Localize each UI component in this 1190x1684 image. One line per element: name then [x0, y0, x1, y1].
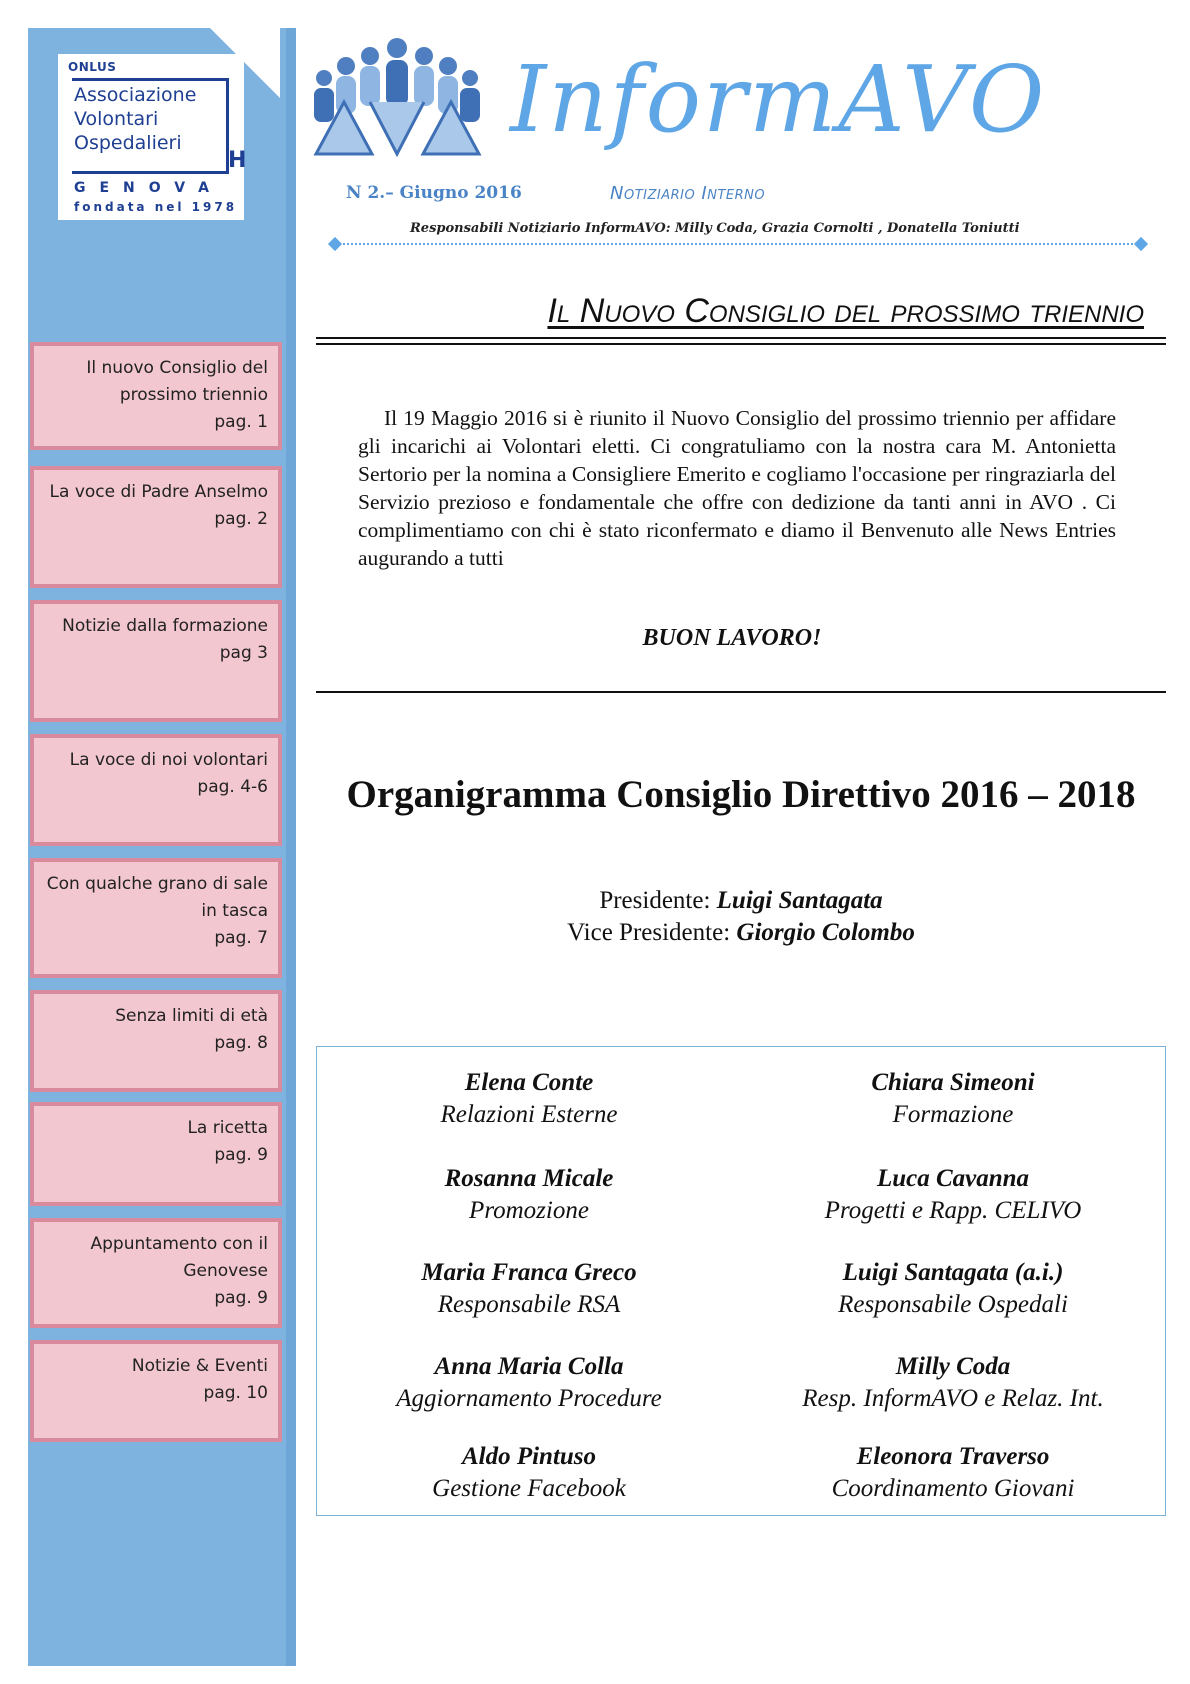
member-name: Anna Maria Colla	[434, 1353, 624, 1380]
issue-tagline: Notiziario Interno	[610, 183, 766, 204]
member-name: Eleonora Traverso	[856, 1443, 1050, 1470]
title-double-rule	[316, 337, 1166, 345]
article-closing: BUON LAVORO!	[642, 625, 822, 651]
toc-item[interactable]	[30, 600, 282, 722]
toc-item-title: Senza limiti di età	[115, 1006, 268, 1026]
toc-item[interactable]	[30, 342, 282, 450]
member-role: Gestione Facebook	[432, 1475, 626, 1502]
toc-item-title: La ricetta	[187, 1118, 268, 1138]
toc-item-title: La voce di Padre Anselmo	[49, 482, 268, 502]
logo-line-3: Ospedalieri	[74, 132, 182, 154]
toc-item[interactable]	[30, 466, 282, 588]
vice-president-label: Vice Presidente:	[567, 919, 731, 946]
president-line	[316, 885, 1166, 917]
presidency-block	[316, 885, 1166, 949]
board-member	[317, 1163, 741, 1227]
toc-item[interactable]	[30, 1340, 282, 1442]
president-label: Presidente:	[599, 887, 711, 914]
board-member	[317, 1351, 741, 1415]
toc-item-page: pag. 7	[214, 928, 268, 948]
member-name: Elena Conte	[464, 1069, 594, 1096]
article-body: Il 19 Maggio 2016 si è riunito il Nuovo Consiglio del prossimo triennio per affidare gli incarichi ai Volontari eletti. Ci congratuliamo con la nostra cara M. Antonietta Sertorio per la nomina a Consigliere Emerito e cogliamo l'occasione per ringraziarla del Servizio prezioso e fondamentale che offre con dedizione da tanti anni in AVO . Ci complimentiamo con chi è stato riconfermato e diamo il Benvenuto alle News Entries augurando a tutti	[358, 406, 1116, 570]
logo-line-1: Associazione	[74, 84, 197, 106]
toc-item-page: pag. 2	[214, 509, 268, 529]
toc-item-page: pag. 4-6	[197, 777, 268, 797]
toc-item[interactable]	[30, 1102, 282, 1206]
toc-item-title: Notizie & Eventi	[131, 1356, 268, 1376]
vice-president-line	[316, 917, 1166, 949]
member-role: Resp. InformAVO e Relaz. Int.	[802, 1385, 1104, 1412]
member-name: Chiara Simeoni	[871, 1069, 1035, 1096]
article-title: Il Nuovo Consiglio del prossimo triennio	[547, 292, 1144, 330]
board-member	[741, 1163, 1165, 1227]
board-member	[741, 1257, 1165, 1321]
toc-item-title: Appuntamento con il Genovese	[90, 1234, 268, 1281]
member-name: Luca Cavanna	[876, 1165, 1030, 1192]
association-logo	[58, 54, 247, 220]
board-member	[741, 1351, 1165, 1415]
sidebar-edge-strip	[286, 28, 296, 1666]
masthead-title: InformAVO	[510, 46, 1047, 153]
logo-onlus-label: ONLUS	[68, 60, 117, 74]
toc-item-page: pag. 9	[214, 1288, 268, 1308]
toc-item-title: Notizie dalla formazione	[62, 616, 268, 636]
member-role: Promozione	[469, 1197, 589, 1224]
board-member	[741, 1067, 1165, 1131]
member-role: Aggiornamento Procedure	[396, 1385, 662, 1412]
avo-people-logo	[310, 36, 485, 166]
toc-item-title: Con qualche grano di sale in tasca	[46, 874, 268, 921]
member-role: Responsabile Ospedali	[838, 1291, 1068, 1318]
logo-founded: fondata nel 1978	[74, 200, 238, 214]
member-name: Luigi Santagata (a.i.)	[842, 1259, 1064, 1286]
board-member	[741, 1441, 1165, 1505]
toc-item-page: pag 3	[219, 643, 268, 663]
issue-number: N 2.– Giugno 2016	[346, 183, 522, 203]
org-chart-title: Organigramma Consiglio Direttivo 2016 – 2018	[346, 773, 1136, 816]
board-members-box	[316, 1046, 1166, 1516]
member-name: Maria Franca Greco	[421, 1259, 637, 1286]
logo-city: GENOVA	[74, 180, 224, 196]
editors-line: Responsabili Notiziario InformAVO: Milly Coda, Grazia Cornolti , Donatella Toniutti	[410, 221, 1020, 236]
toc-item-title: La voce di noi volontari	[69, 750, 268, 770]
header-dotted-divider	[332, 243, 1144, 245]
president-name: Luigi Santagata	[716, 887, 883, 914]
board-member	[317, 1257, 741, 1321]
toc-item-title: Il nuovo Consiglio del prossimo triennio	[86, 358, 268, 405]
board-member	[317, 1067, 741, 1131]
toc-item-page: pag. 10	[203, 1383, 268, 1403]
toc-item[interactable]	[30, 858, 282, 978]
toc-item-page: pag. 1	[214, 412, 268, 432]
member-role: Relazioni Esterne	[440, 1101, 618, 1128]
toc-item[interactable]	[30, 1218, 282, 1328]
member-role: Progetti e Rapp. CELIVO	[824, 1197, 1082, 1224]
logo-h-mark: H	[228, 148, 247, 173]
member-name: Milly Coda	[895, 1353, 1011, 1380]
board-member	[317, 1441, 741, 1505]
toc-item-page: pag. 8	[214, 1033, 268, 1053]
member-name: Rosanna Micale	[444, 1165, 614, 1192]
section-divider	[316, 691, 1166, 693]
member-role: Responsabile RSA	[437, 1291, 621, 1318]
toc-item[interactable]	[30, 990, 282, 1092]
toc-item[interactable]	[30, 734, 282, 846]
divider-end-diamond	[328, 237, 342, 251]
member-role: Coordinamento Giovani	[831, 1475, 1075, 1502]
vice-president-name: Giorgio Colombo	[736, 919, 915, 946]
member-role: Formazione	[892, 1101, 1014, 1128]
member-name: Aldo Pintuso	[461, 1443, 597, 1470]
divider-end-diamond	[1134, 237, 1148, 251]
logo-line-2: Volontari	[74, 108, 159, 130]
toc-item-page: pag. 9	[214, 1145, 268, 1165]
